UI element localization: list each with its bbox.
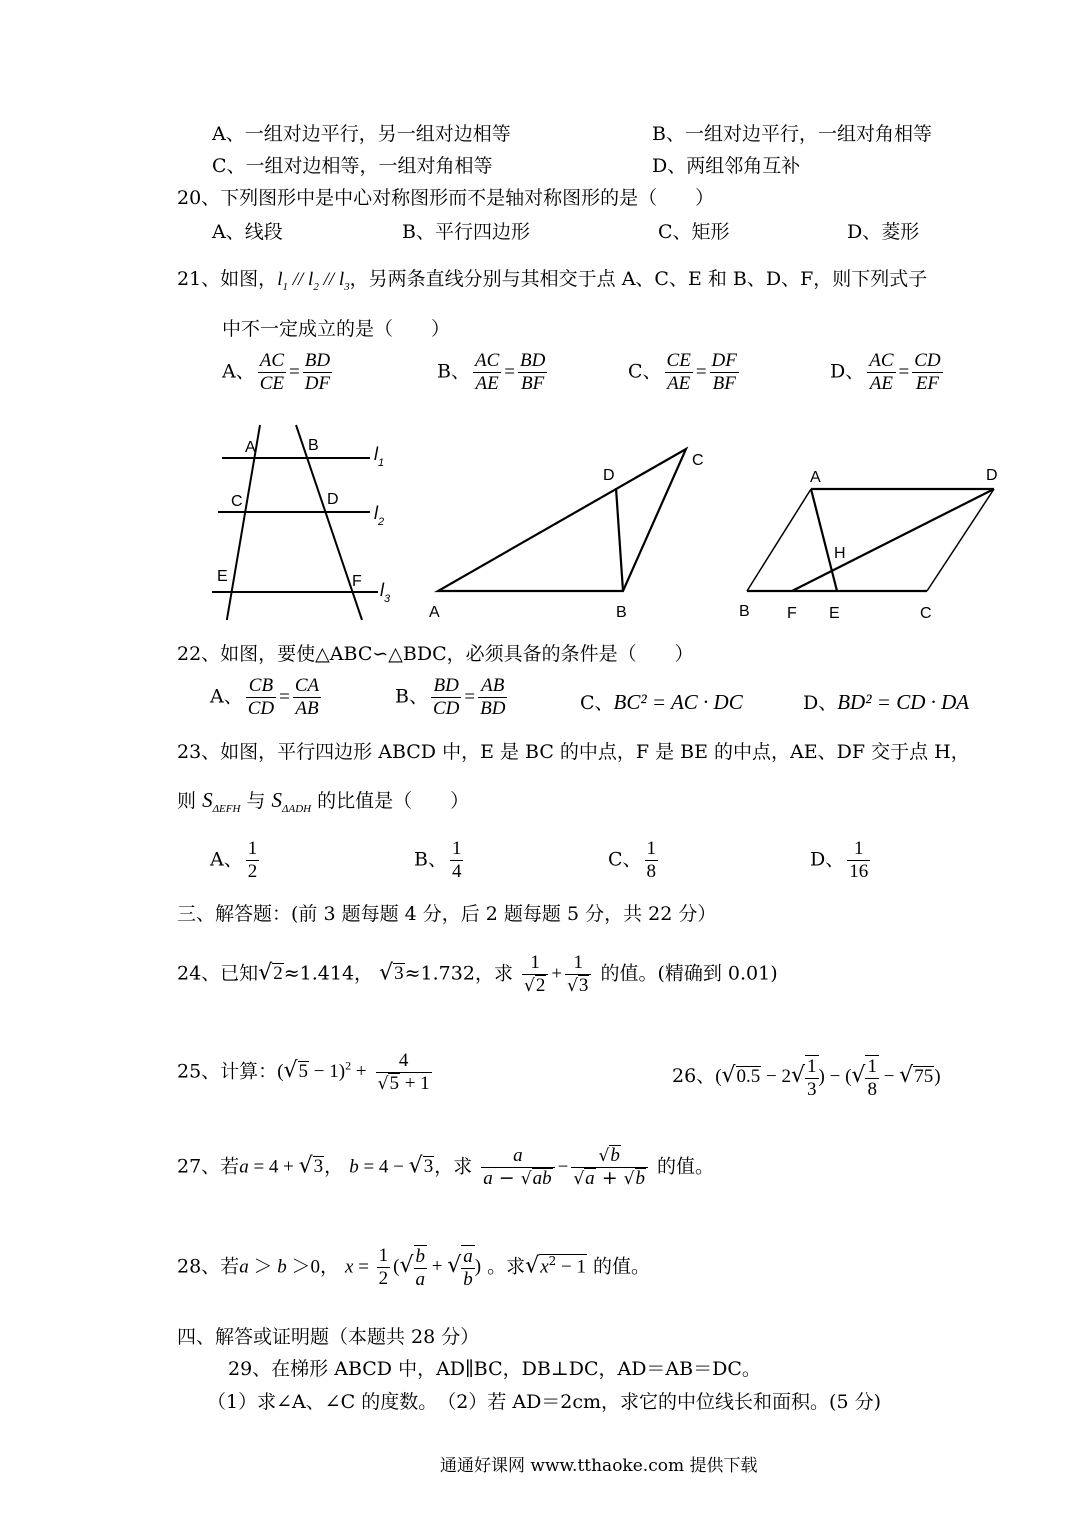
q28: 28、若a ＞ b ＞0， x = $\frac{1}{2}$ (√ $\frac{b}{a}$ + √ $\frac{a}{b}$ ) 。求$√x^2 - 1$ 的值。 (177, 1245, 651, 1290)
figure-triangle (420, 440, 720, 625)
fig2-label-c: C (692, 452, 704, 469)
fig2-label-a: A (429, 604, 440, 621)
q23-option-d: D、 $\frac{1}{16}$ (810, 838, 869, 882)
q20-option-c: C、矩形 (658, 221, 730, 243)
q25: 25、计算：$(√5 - 1)^2$ + $\frac{4}{√5 + 1}$ (177, 1050, 430, 1094)
fig3-label-b: B (739, 603, 750, 620)
q20-stem: 20、下列图形中是中心对称图形而不是轴对称图形的是（ ） (177, 187, 715, 209)
fig3-label-d: D (986, 467, 998, 484)
q23-option-b: B、 $\frac{1}{4}$ (414, 838, 462, 882)
fig1-label-a: A (245, 439, 256, 456)
fig2-label-d: D (603, 467, 615, 484)
section-4-heading: 四、解答或证明题（本题共 28 分） (177, 1326, 480, 1348)
q19-option-b: B、一组对边平行，一组对角相等 (652, 123, 932, 145)
q24: 24、已知√2≈1.414， √3≈1.732，求 $\frac{1}{√2}$ + $\frac{1}{√3}$ 的值。(精确到 0.01) (177, 952, 778, 996)
figure-parallel-lines (200, 420, 410, 620)
q20-option-a: A、线段 (212, 221, 283, 243)
q21-option-d: D、 $\frac{AC}{AE}$ = $\frac{CD}{EF}$ (830, 350, 941, 394)
q23-stem-cont: 则 $S_{\Delta EFH}$ 与 $S_{\Delta ADH}$ 的比值是（ ） (177, 788, 470, 816)
q26: 26、(√0.5 − 2√ $\frac{1}{3}$ ) − (√ $\frac{1}{8}$ − √75) (672, 1056, 941, 1100)
fig3-label-e: E (829, 605, 840, 622)
q27: 27、若a = 4 + √3， b = 4 − √3，求 $\frac{a}{a - √ab}$ − $\frac{√b}{√a + √b}$ 的值。 (177, 1145, 715, 1189)
section-3-heading: 三、解答题：(前 3 题每题 4 分，后 2 题每题 5 分，共 22 分） (177, 903, 717, 925)
q22-option-a: A、 $\frac{CB}{CD}$ = $\frac{CA}{AB}$ (210, 675, 320, 719)
q22-option-d: D、BD² = CD · DA (803, 690, 970, 714)
q20-option-d: D、菱形 (847, 221, 920, 243)
q19-option-a: A、一组对边平行，另一组对边相等 (212, 123, 511, 145)
fig1-label-l3: $l_3$ (380, 580, 391, 605)
q21-option-c: C、 $\frac{CE}{AE}$ = $\frac{DF}{BF}$ (628, 350, 737, 394)
q21-stem: 21、如图，$l_1 // l_2 // l_3$，另两条直线分别与其相交于点 A、C、E 和 B、D、F，则下列式子 (177, 268, 928, 293)
fig1-label-c: C (231, 493, 243, 510)
fig2-label-b: B (616, 604, 627, 621)
fig1-label-b: B (308, 437, 319, 454)
q21-option-a: A、 $\frac{AC}{CE}$ = $\frac{BD}{DF}$ (222, 350, 331, 394)
q23-stem: 23、如图，平行四边形 ABCD 中，E 是 BC 的中点，F 是 BE 的中点，AE、DF 交于点 H， (177, 741, 970, 763)
fig1-label-l2: $l_2$ (374, 503, 385, 528)
fig1-label-d: D (327, 491, 339, 508)
footer-source: 通通好课网 www.tthaoke.com 提供下载 (440, 1456, 758, 1476)
fig1-label-l1: $l_1$ (374, 444, 385, 469)
q19-option-d: D、两组邻角互补 (652, 155, 801, 177)
figure-parallelogram (730, 460, 1020, 630)
q29-subquestions: （1）求∠A、∠C 的度数。 （2）若 AD＝2cm，求它的中位线长和面积。(5 分) (207, 1391, 882, 1413)
q22-option-c: C、BC² = AC · DC (580, 690, 743, 714)
fig3-label-h: H (834, 545, 846, 562)
fig1-label-e: E (217, 568, 228, 585)
q21-stem-cont: 中不一定成立的是（ ） (222, 318, 451, 340)
q21-option-b: B、 $\frac{AC}{AE}$ = $\frac{BD}{BF}$ (437, 350, 546, 394)
q19-option-c: C、一组对边相等，一组对角相等 (212, 155, 493, 177)
q29-stem: 29、在梯形 ABCD 中，AD∥BC，DB⊥DC，AD＝AB＝DC。 (228, 1358, 761, 1380)
q20-option-b: B、平行四边形 (402, 221, 530, 243)
fig3-label-a: A (810, 469, 821, 486)
q22-option-b: B、 $\frac{BD}{CD}$ = $\frac{AB}{BD}$ (395, 675, 506, 719)
fig3-label-f: F (787, 605, 797, 622)
fig1-label-f: F (352, 573, 362, 590)
fig3-label-c: C (920, 605, 932, 622)
q23-option-c: C、 $\frac{1}{8}$ (608, 838, 657, 882)
q23-option-a: A、 $\frac{1}{2}$ (210, 838, 258, 882)
q22-stem: 22、如图，要使△ABC∽△BDC，必须具备的条件是（ ） (177, 643, 694, 665)
